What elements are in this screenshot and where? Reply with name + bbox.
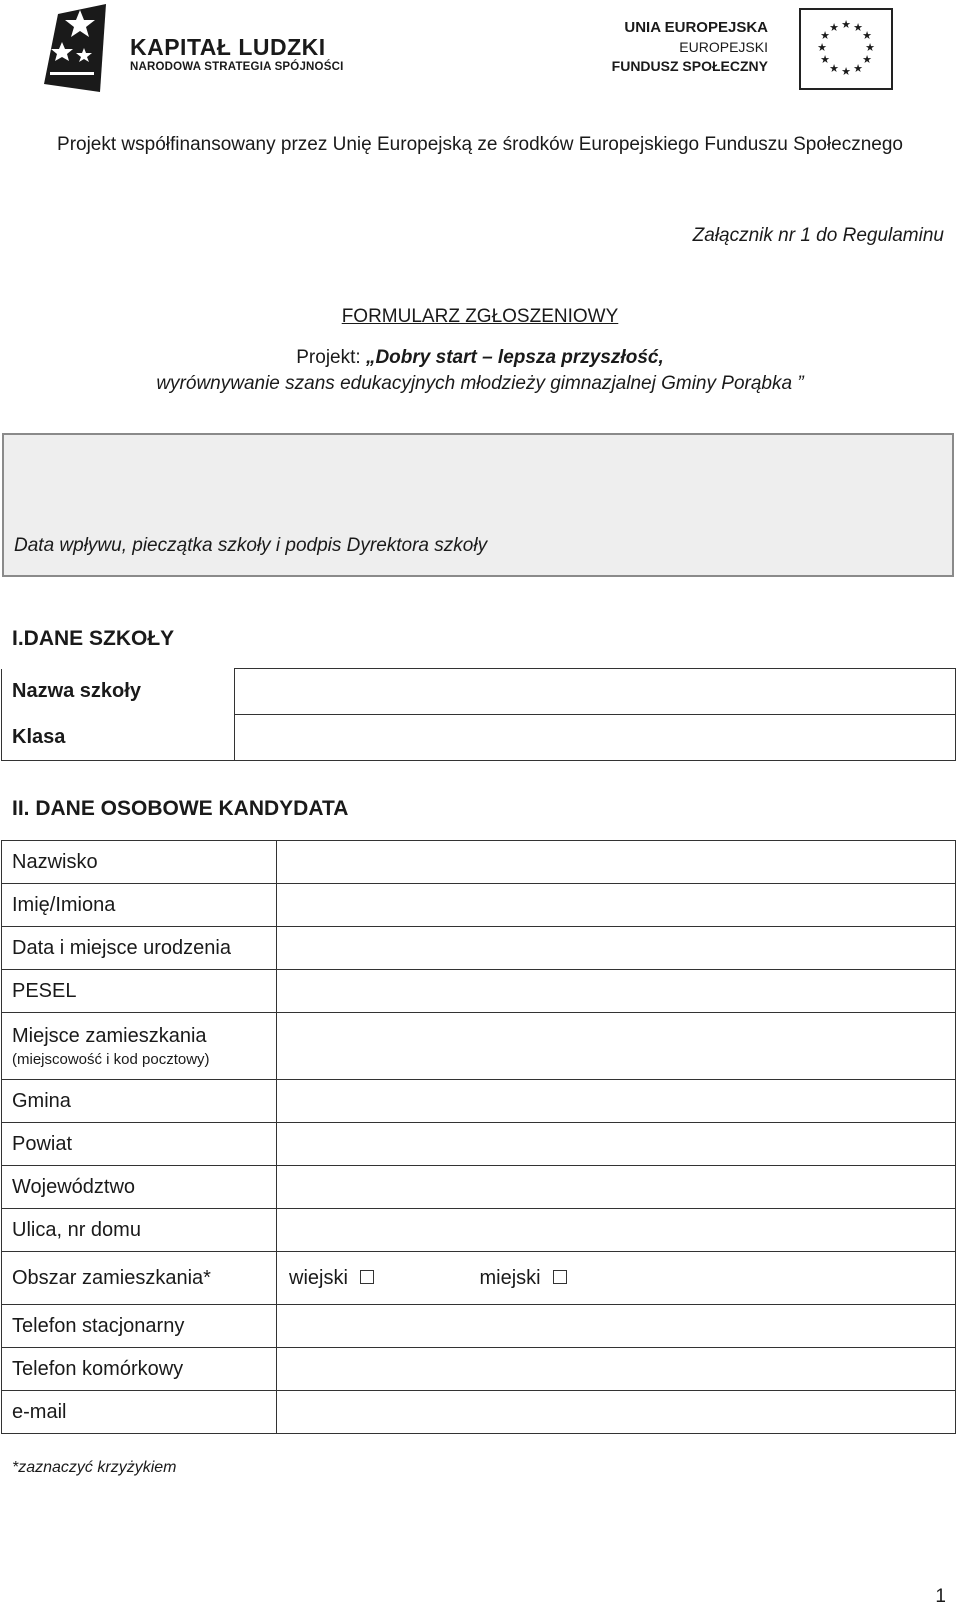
eu-logo-line1: UNIA EUROPEJSKA	[624, 19, 768, 36]
stamp-box[interactable]	[2, 433, 954, 577]
project-name: „Dobry start – lepsza przyszłość,	[365, 347, 664, 368]
svg-text:★: ★	[841, 18, 851, 31]
project-line1	[0, 347, 960, 369]
footnote: *zaznaczyć krzyżykiem	[12, 1459, 177, 1476]
table-row	[2, 1348, 956, 1391]
school-table	[1, 668, 956, 761]
residence-area-options	[277, 1252, 956, 1305]
eu-logo-line2: EUROPEJSKI	[679, 39, 768, 55]
street-label: Ulica, nr domu	[2, 1209, 277, 1252]
email-label: e-mail	[2, 1391, 277, 1434]
form-title: FORMULARZ ZGŁOSZENIOWY	[341, 306, 619, 327]
table-row	[2, 1123, 956, 1166]
table-row	[2, 1166, 956, 1209]
project-line2: wyrównywanie szans edukacyjnych młodzieży gimnazjalnej Gminy Porąbka ”	[156, 373, 804, 394]
table-row	[2, 1209, 956, 1252]
eu-stars-icon	[801, 10, 891, 88]
page-number: 1	[935, 1586, 946, 1607]
kapital-ludzki-mark-icon	[40, 2, 108, 94]
svg-text:★: ★	[820, 29, 830, 42]
stamp-box-label: Data wpływu, pieczątka szkoły i podpis Dyrektora szkoły	[14, 535, 488, 556]
svg-text:★: ★	[829, 62, 839, 75]
table-row	[2, 1080, 956, 1123]
option-urban-label: miejski	[479, 1266, 541, 1289]
urban-checkbox[interactable]	[553, 1270, 567, 1284]
option-urban[interactable]	[479, 1267, 566, 1290]
class-label: Klasa	[2, 715, 235, 761]
landline-label: Telefon stacjonarny	[2, 1305, 277, 1348]
eu-logo-text	[608, 18, 768, 76]
kapital-ludzki-title: KAPITAŁ LUDZKI	[130, 34, 326, 60]
rural-checkbox[interactable]	[360, 1270, 374, 1284]
cofinanced-notice: Projekt współfinansowany przez Unię Europejską ze środków Europejskiego Funduszu Społecznego	[57, 134, 903, 155]
first-names-label: Imię/Imiona	[2, 884, 277, 927]
table-row	[2, 841, 956, 884]
svg-text:★: ★	[817, 41, 827, 54]
pesel-label: PESEL	[2, 970, 277, 1013]
table-row	[2, 1252, 956, 1305]
county-field[interactable]	[277, 1123, 956, 1166]
project-prefix: Projekt:	[296, 347, 366, 368]
table-row	[2, 1305, 956, 1348]
personal-table	[1, 840, 956, 1434]
svg-text:★: ★	[862, 29, 872, 42]
table-row	[2, 1013, 956, 1080]
kapital-ludzki-logo	[40, 2, 370, 94]
svg-text:★: ★	[829, 21, 839, 34]
table-row	[2, 884, 956, 927]
eu-flag-icon	[799, 8, 893, 90]
residence-sublabel: (miejscowość i kod pocztowy)	[12, 1050, 210, 1068]
eu-logo-line3: FUNDUSZ SPOŁECZNY	[611, 58, 768, 74]
landline-field[interactable]	[277, 1305, 956, 1348]
birth-date-place-field[interactable]	[277, 927, 956, 970]
voivodeship-label: Województwo	[2, 1166, 277, 1209]
svg-text:★: ★	[820, 53, 830, 66]
table-row	[2, 970, 956, 1013]
county-label: Powiat	[2, 1123, 277, 1166]
surname-label: Nazwisko	[2, 841, 277, 884]
email-field[interactable]	[277, 1391, 956, 1434]
school-name-label: Nazwa szkoły	[2, 669, 235, 715]
first-names-field[interactable]	[277, 884, 956, 927]
commune-field[interactable]	[277, 1080, 956, 1123]
residence-area-label: Obszar zamieszkania*	[2, 1252, 277, 1305]
residence-label: Miejsce zamieszkania	[12, 1024, 207, 1047]
surname-field[interactable]	[277, 841, 956, 884]
pesel-field[interactable]	[277, 970, 956, 1013]
table-row	[2, 1391, 956, 1434]
mobile-label: Telefon komórkowy	[2, 1348, 277, 1391]
option-rural-label: wiejski	[289, 1266, 348, 1289]
table-row	[2, 669, 956, 715]
voivodeship-field[interactable]	[277, 1166, 956, 1209]
school-section-heading: I.DANE SZKOŁY	[12, 627, 175, 650]
birth-date-place-label: Data i miejsce urodzenia	[2, 927, 277, 970]
personal-section-heading: II. DANE OSOBOWE KANDYDATA	[12, 797, 349, 820]
svg-text:★: ★	[841, 65, 851, 78]
svg-text:★: ★	[862, 53, 872, 66]
svg-text:★: ★	[853, 62, 863, 75]
option-rural[interactable]	[289, 1267, 374, 1290]
table-row	[2, 927, 956, 970]
class-field[interactable]	[235, 715, 956, 761]
street-field[interactable]	[277, 1209, 956, 1252]
svg-text:★: ★	[865, 41, 875, 54]
kapital-ludzki-subtitle: NARODOWA STRATEGIA SPÓJNOŚCI	[130, 61, 344, 73]
school-name-field[interactable]	[235, 669, 956, 715]
svg-text:★: ★	[853, 21, 863, 34]
table-row	[2, 715, 956, 761]
residence-label-cell	[2, 1013, 277, 1080]
residence-field[interactable]	[277, 1013, 956, 1080]
commune-label: Gmina	[2, 1080, 277, 1123]
mobile-field[interactable]	[277, 1348, 956, 1391]
attachment-label: Załącznik nr 1 do Regulaminu	[692, 225, 944, 246]
